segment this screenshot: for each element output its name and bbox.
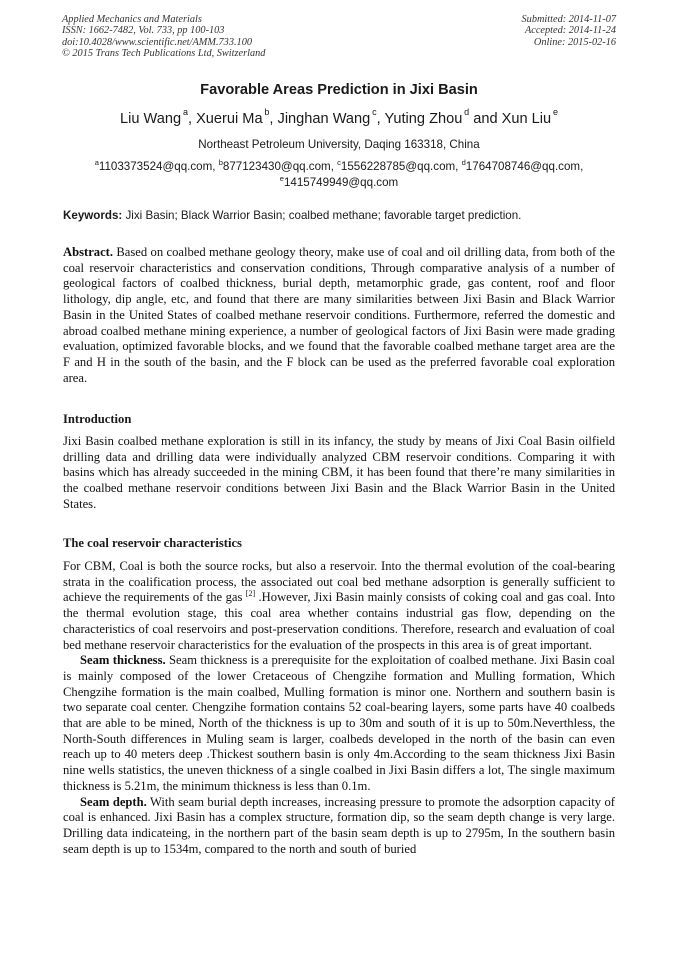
author-name: Xun Liu [501, 111, 552, 127]
abstract [63, 245, 615, 386]
email-sup: c [337, 158, 341, 168]
email-address: 877123430@qq.com, [222, 160, 338, 173]
email-sup: e [279, 173, 284, 183]
accepted-date: Accepted: 2014-11-24 [524, 25, 616, 37]
author-separator: , [376, 111, 385, 127]
journal-copyright: © 2015 Trans Tech Publications Ltd, Switzerland [62, 48, 266, 60]
seam-thickness-text: Seam thickness is a prerequisite for the exploitation of coalbed methane. Jixi Basin coal is mainly composed of the lower Cretaceous of Chengzihe formation and Mulling formation, Which Chengzihe formation is the main coalbed, Mulling formation is minor one. Northern and southern basin is two separate coal center. Chengzihe formation contains 52 coal-bearing layers, some parts have 40 coalbeds that are able to be mined, North of the thickness is up to 30m and south of it is up to 50m.Neverthless, the North-South differences in Muling seam is larger, coalbeds developed in the north of the basin can even reach up to 40 meters deep .Thickest southern basin is only 4m.According to the seam thickness Jixi Basin nine wells statistics, the uneven thickness of a single coalbed in Jixi Basin differs a lot, The single maximum thickness is 5.21m, the minimum thickness is less than 0.1m. [63, 653, 615, 793]
author-separator: , [187, 111, 197, 127]
author-separator: , [269, 111, 278, 127]
seam-depth-paragraph [63, 795, 615, 858]
email-address: 1764708746@qq.com, [465, 160, 584, 173]
submitted-date: Submitted: 2014-11-07 [521, 14, 616, 25]
introduction-text: Jixi Basin coalbed methane exploration is still in its infancy, the study by means of Jixi Coal Basin oilfield drilling data and drilling data were individually analyzed CBM reservoir conditions. Comparing it with basins which has already succeeded in the mining CBM, it has been found that there’re many similarities in the coalbed methane reservoir conditions between Jixi Basin and the Black Warrior Basin in the United States. [63, 434, 615, 511]
author-separator: and [469, 111, 502, 127]
coal-reservoir-section [63, 559, 615, 857]
author-affil-sup: c [372, 107, 377, 118]
journal-name: Applied Mechanics and Materials [62, 14, 202, 25]
coal-reservoir-paragraph [63, 559, 615, 653]
author-affil-sup: b [264, 107, 270, 118]
abstract-label: Abstract. [63, 245, 114, 259]
author-affil-sup: d [464, 107, 470, 118]
citation-ref: [2] [245, 589, 256, 599]
seam-depth-text: With seam burial depth increases, increasing pressure to promote the adsorption capacity of coal is enhanced. Jixi Basin has a complex structure, formation dip, so the seam depth change is very large. Drilling data indicateing, in the northern part of the basin seam depth is up to 2795m, In the southern basin seam depth is up to 1534m, compared to the north and south of buried [63, 794, 615, 856]
introduction-paragraph [63, 434, 615, 513]
author-affil-sup: a [182, 107, 188, 118]
email-sup: d [461, 158, 466, 168]
paragraph-text: .However, Jixi Basin mainly consists of coking coal and gas coal. Into the thermal evolution stage, this coal area whether contains industrial gas flow, depending on the characteristics of coal reservoirs and post-preservation conditions. Therefore, research and evaluation of coal bed methane reservoir characteristics for the evaluation of the prospects in this area is of great important. [63, 590, 615, 652]
abstract-text: Based on coalbed methane geology theory, make use of coal and oil drilling data, from both of the coal reservoir characteristics and conservation conditions, Through comparative analysis of a number of geological factors of coalbed thickness, burial depth, metamorphic grade, gas content, roof and floor lithology, dip angle, etc, and found that there are many similarities between Jixi Basin and Black Warrior Basin in the United States of coalbed methane reservoir conditions. Furthermore, referred the domestic and abroad coalbed methane mining experience, a number of geological factors of Jixi Basin were made grading evaluation, optimized favorable blocks, and we found that the favorable coalbed methane target area are the F and H in the south of the basin, and the F block can be used as the preferred favorable coal exploration area. [63, 245, 615, 385]
seam-thickness-label: Seam thickness. [80, 653, 166, 668]
keywords-label: Keywords: [63, 209, 123, 222]
keywords [63, 209, 615, 222]
author-name: Yuting Zhou [384, 111, 463, 127]
journal-doi: doi:10.4028/www.scientific.net/AMM.733.100 [62, 36, 252, 48]
email-address: 1415749949@qq.com [283, 175, 399, 189]
author-list [0, 107, 678, 127]
section-heading-coal-reservoir: The coal reservoir characteristics [63, 536, 242, 550]
paper-title: Favorable Areas Prediction in Jixi Basin [200, 82, 478, 98]
email-sup: b [218, 158, 223, 168]
author-name: Liu Wang [120, 111, 182, 127]
section-heading-introduction: Introduction [63, 412, 132, 426]
author-name: Xuerui Ma [196, 111, 263, 127]
email-sup: a [94, 158, 99, 168]
journal-header-right [522, 14, 616, 48]
online-date: Online: 2015-02-16 [533, 36, 616, 48]
author-name: Jinghan Wang [277, 111, 371, 127]
keywords-text: Jixi Basin; Black Warrior Basin; coalbed methane; favorable target prediction. [122, 209, 522, 222]
email-address: 1556228785@qq.com, [340, 160, 462, 173]
journal-header-left [62, 14, 265, 60]
journal-issn: ISSN: 1662-7482, Vol. 733, pp 100-103 [62, 25, 225, 37]
seam-thickness-paragraph [63, 653, 615, 794]
affiliation: Northeast Petroleum University, Daqing 163318, China [198, 138, 480, 151]
paragraph-text: For CBM, Coal is both the source rocks, but also a reservoir. Into the thermal evolution of the coal-bearing strata in the coalification process, the associated out coal bed methane adsorption is generally sufficient to achieve the requirements of the gas [63, 559, 615, 605]
seam-depth-label: Seam depth. [80, 794, 147, 809]
email-address: 1103373524@qq.com, [98, 160, 219, 173]
email-list [70, 159, 608, 190]
author-affil-sup: e [552, 107, 558, 118]
